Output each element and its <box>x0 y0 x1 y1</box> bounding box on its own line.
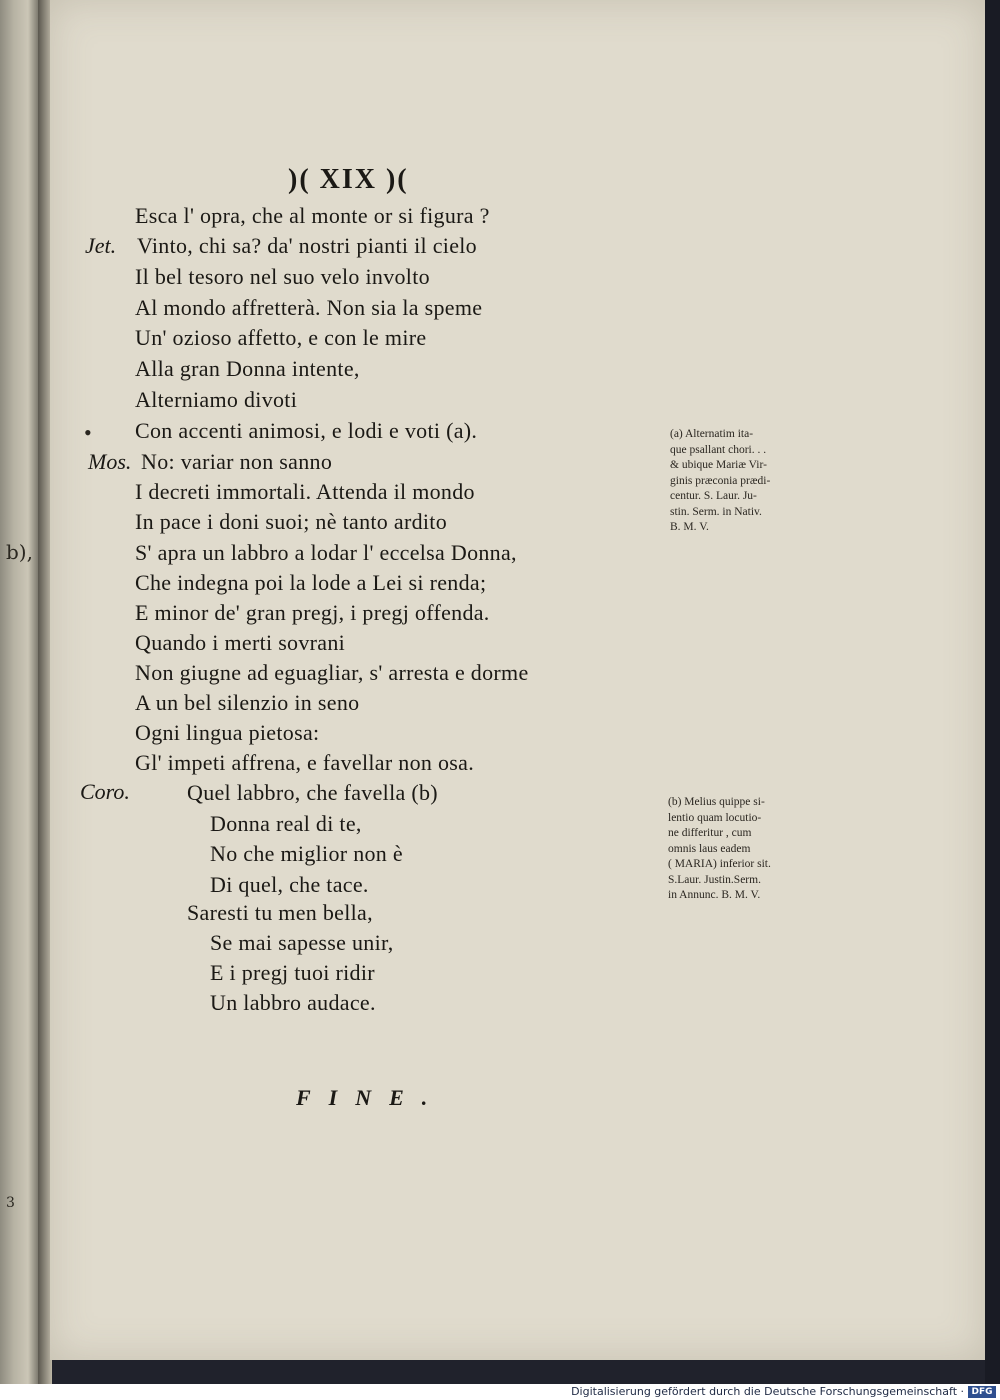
chorus-line: Di quel, che tace. <box>210 872 369 897</box>
verse-line: Al mondo affretterà. Non sia la speme <box>135 295 483 320</box>
verse-line: Che indegna poi la lode a Lei si renda; <box>135 570 487 595</box>
fine-label: FINE. <box>296 1085 446 1110</box>
verse-line: Il bel tesoro nel suo velo involto <box>135 264 430 289</box>
previous-page-mark: b), <box>6 540 33 564</box>
footer-bar <box>0 1384 1000 1400</box>
verse-line: No: variar non sanno <box>141 449 333 474</box>
footnote-b: (b) Melius quippe si- lentio quam locutio- ne differitur , cum omnis laus eadem ( MARIA) inferior sit. S.Laur. Justin.Serm. in Annunc. B. M. V. <box>668 796 771 901</box>
previous-page-edge <box>0 0 40 1384</box>
footer-credit: Digitalisierung gefördert durch die Deutsche Forschungsgemeinschaft · <box>571 1385 964 1398</box>
verse-line: A un bel silenzio in seno <box>135 690 360 715</box>
verse-line: Ogni lingua pietosa: <box>135 720 320 745</box>
verse-line: Con accenti animosi, e lodi e voti (a). <box>135 418 478 443</box>
chorus-line: Quel labbro, che favella (b) <box>187 780 438 805</box>
verse-line: E minor de' gran pregj, i pregj offenda. <box>135 600 490 625</box>
dfg-logo: DFG <box>968 1386 996 1398</box>
chorus-line: Saresti tu men bella, <box>187 900 373 925</box>
verse-line: Non giugne ad eguagliar, s' arresta e dorme <box>135 660 529 685</box>
speaker-label: Jet. <box>85 233 117 258</box>
previous-page-mark: 3 <box>6 1195 15 1211</box>
verse-line: I decreti immortali. Attenda il mondo <box>135 479 475 504</box>
page-shadow <box>985 0 1000 1384</box>
verse-line: Alla gran Donna intente, <box>135 356 360 381</box>
verse-line: S' apra un labbro a lodar l' eccelsa Donna, <box>135 540 517 565</box>
speaker-label: Coro. <box>80 779 130 804</box>
chorus-line: E i pregj tuoi ridir <box>210 960 375 985</box>
footnote-a: (a) Alternatim ita- que psallant chori. . . & ubique Mariæ Vir- ginis præconia prædi- centur. S. Laur. Ju- stin. Serm. in Nativ. B. M. V. <box>670 428 771 533</box>
verse-line: In pace i doni suoi; nè tanto ardito <box>135 509 447 534</box>
chorus-line: Donna real di te, <box>210 811 362 836</box>
verse-line: Esca l' opra, che al monte or si figura ? <box>135 203 490 228</box>
verse-line: Vinto, chi sa? da' nostri pianti il cielo <box>137 233 477 258</box>
verse-line: Gl' impeti affrena, e favellar non osa. <box>135 750 475 775</box>
margin-mark: • <box>84 420 92 445</box>
page-header: )( XIX )( <box>288 164 409 195</box>
chorus-line: Un labbro audace. <box>210 990 376 1015</box>
chorus-line: No che miglior non è <box>210 841 403 866</box>
chorus-line: Se mai sapesse unir, <box>210 930 394 955</box>
verse-line: Alterniamo divoti <box>135 387 298 412</box>
verse-line: Un' ozioso affetto, e con le mire <box>135 325 427 350</box>
verse-line: Quando i merti sovrani <box>135 630 346 655</box>
speaker-label: Mos. <box>88 449 132 474</box>
